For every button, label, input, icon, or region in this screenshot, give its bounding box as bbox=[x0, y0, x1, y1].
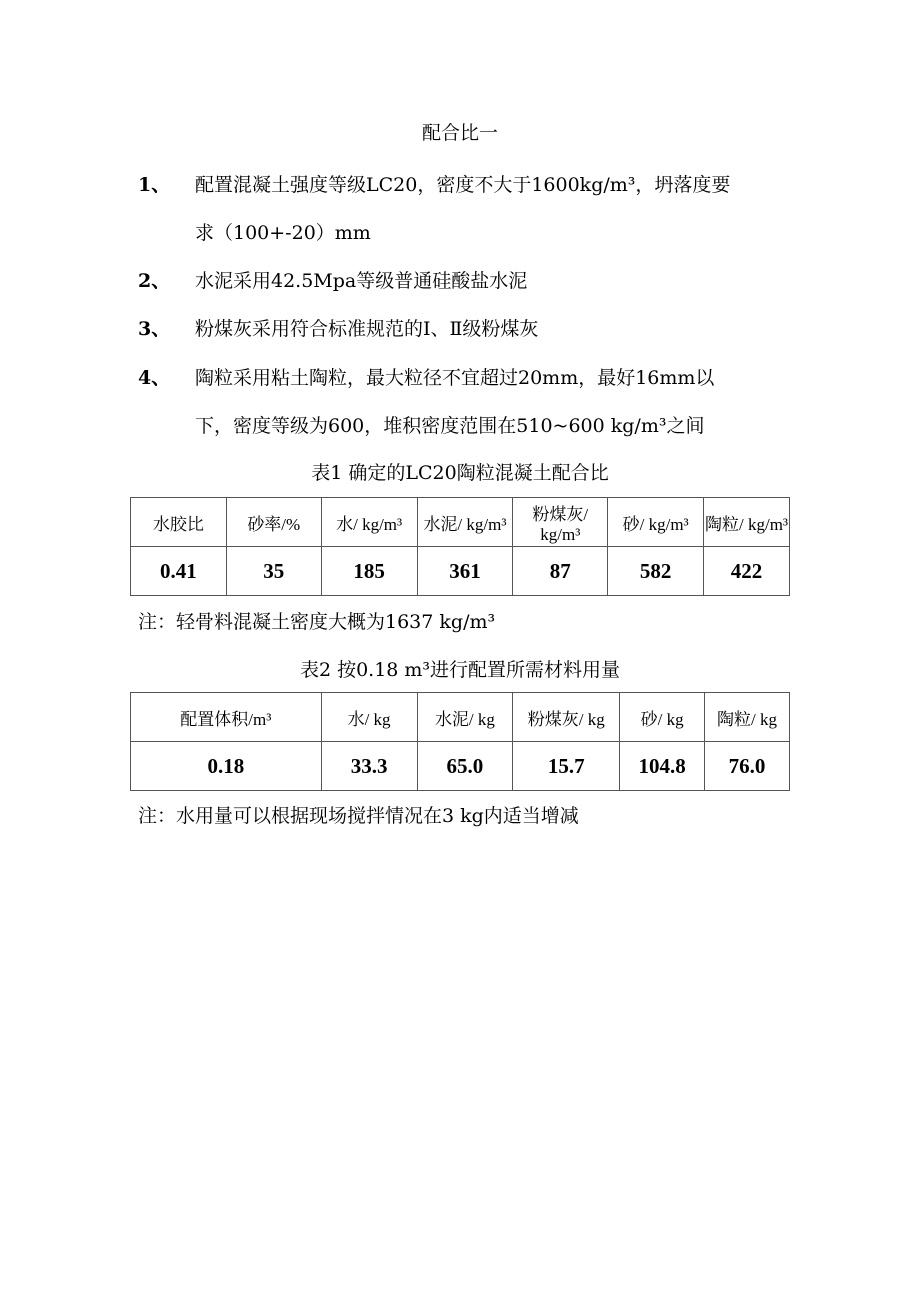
item-text: 粉煤灰采用符合标准规范的Ⅰ、Ⅱ级粉煤灰 bbox=[195, 318, 539, 340]
value-cell: 422 bbox=[704, 547, 790, 596]
item-text: 下，密度等级为600，堆积密度范围在510~600 kg/m³之间 bbox=[195, 415, 705, 437]
value-cell: 15.7 bbox=[513, 742, 620, 791]
item-number: 4、 bbox=[138, 367, 171, 389]
table-row bbox=[131, 742, 790, 791]
header-cell: 水胶比 bbox=[131, 498, 227, 547]
material-usage-table bbox=[130, 692, 790, 791]
header-cell: 砂/ kg bbox=[620, 693, 705, 742]
header-cell: 水泥/ kg bbox=[417, 693, 513, 742]
header-cell: 水/ kg/m³ bbox=[321, 498, 417, 547]
value-cell: 33.3 bbox=[321, 742, 417, 791]
item-text: 水泥采用42.5Mpa等级普通硅酸盐水泥 bbox=[195, 270, 528, 292]
value-cell: 65.0 bbox=[417, 742, 513, 791]
value-cell: 185 bbox=[321, 547, 417, 596]
header-cell: 砂/ kg/m³ bbox=[608, 498, 704, 547]
header-cell: 水/ kg bbox=[321, 693, 417, 742]
doc-title: 配合比一 bbox=[421, 122, 498, 144]
table-row bbox=[131, 547, 790, 596]
item-text: 求（100+-20）mm bbox=[195, 222, 371, 244]
table1-caption: 表1 确定的LC20陶粒混凝土配合比 bbox=[311, 462, 609, 484]
header-cell: 水泥/ kg/m³ bbox=[417, 498, 513, 547]
item-number: 2、 bbox=[138, 270, 171, 292]
header-cell: 配置体积/m³ bbox=[131, 693, 322, 742]
value-cell: 0.41 bbox=[131, 547, 227, 596]
value-cell: 582 bbox=[608, 547, 704, 596]
header-cell: 陶粒/ kg/m³ bbox=[704, 498, 790, 547]
value-cell: 87 bbox=[513, 547, 608, 596]
mix-ratio-table bbox=[130, 497, 790, 596]
value-cell: 76.0 bbox=[705, 742, 790, 791]
item-number: 3、 bbox=[138, 318, 171, 340]
header-cell: 砂率/% bbox=[226, 498, 321, 547]
table2-note: 注：水用量可以根据现场搅拌情况在3 kg内适当增减 bbox=[138, 805, 579, 827]
value-cell: 35 bbox=[226, 547, 321, 596]
item-text: 配置混凝土强度等级LC20，密度不大于1600kg/m³，坍落度要 bbox=[195, 174, 731, 196]
table-header-row bbox=[131, 498, 790, 547]
header-cell: 粉煤灰/ kg/m³ bbox=[513, 498, 608, 547]
table1-note: 注：轻骨料混凝土密度大概为1637 kg/m³ bbox=[138, 611, 496, 633]
value-cell: 361 bbox=[417, 547, 513, 596]
value-cell: 104.8 bbox=[620, 742, 705, 791]
header-cell: 陶粒/ kg bbox=[705, 693, 790, 742]
table2-caption: 表2 按0.18 m³进行配置所需材料用量 bbox=[299, 659, 621, 681]
header-cell: 粉煤灰/ kg bbox=[513, 693, 620, 742]
item-number: 1、 bbox=[138, 174, 171, 196]
item-text: 陶粒采用粘土陶粒，最大粒径不宜超过20mm，最好16mm以 bbox=[195, 367, 715, 389]
table-header-row bbox=[131, 693, 790, 742]
value-cell: 0.18 bbox=[131, 742, 322, 791]
